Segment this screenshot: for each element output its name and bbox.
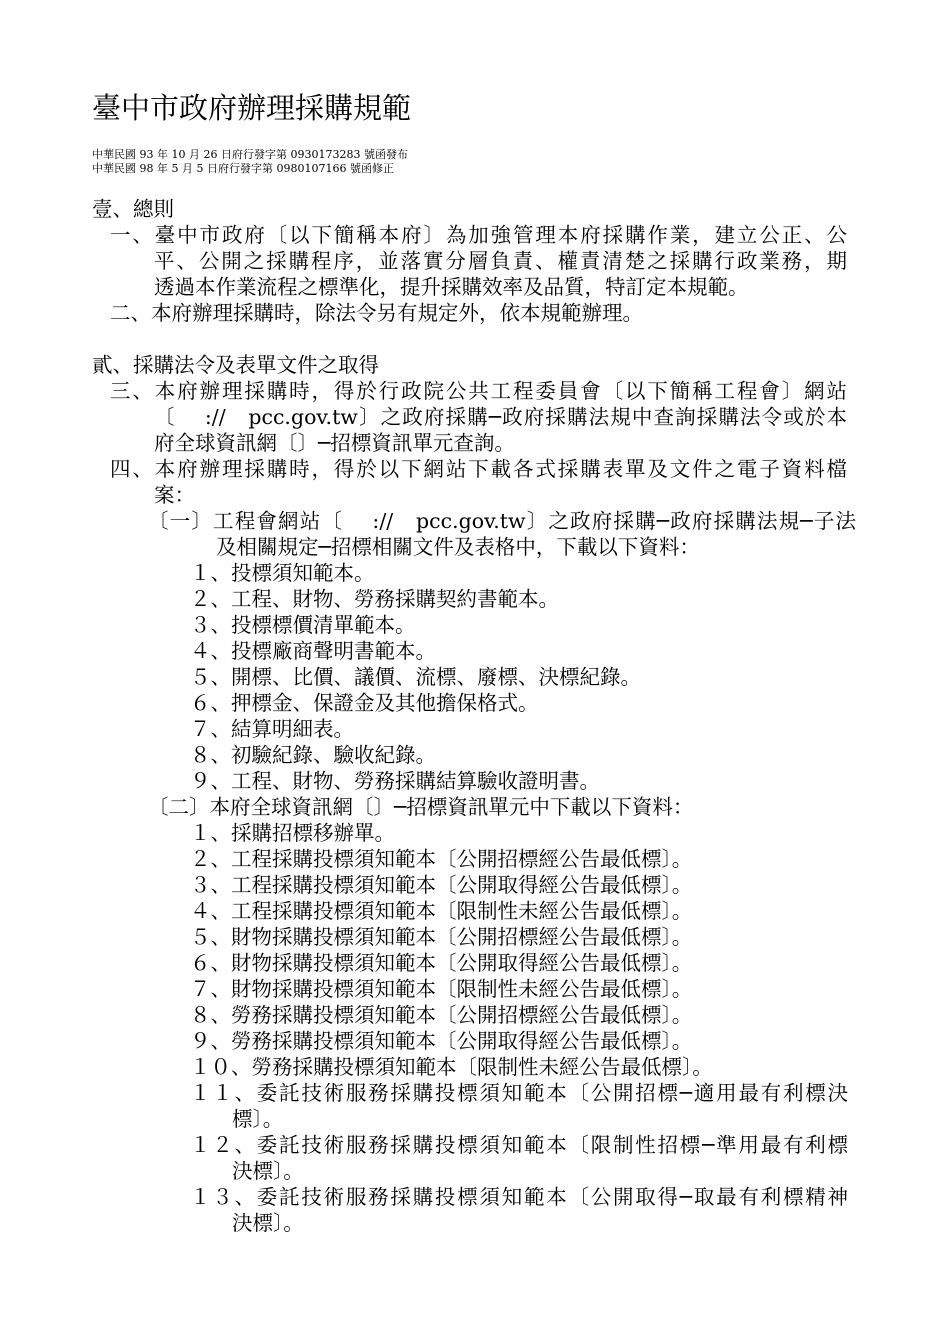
list-item: ５、財物採購投標須知範本〔公開招標經公告最低標〕。	[190, 925, 693, 949]
item-1-line-3: 透過本作業流程之標準化，提升採購效率及品質，特訂定本規範。	[154, 275, 749, 299]
item-3-line-1: 三、本府辦理採購時，得於行政院公共工程委員會〔以下簡稱工程會〕網站	[110, 379, 847, 403]
list-item: ３、工程採購投標須知範本〔公開取得經公告最低標〕。	[190, 873, 693, 897]
item-3-line-3: 府全球資訊網〔〕─招標資訊單元查詢。	[154, 431, 515, 455]
list-item-13-line-1: １３、委託技術服務採購投標須知範本〔公開取得─取最有利標精神	[190, 1185, 848, 1209]
publish-note: 中華民國 93 年 10 月 26 日府行發字第 0930173283 號函發布	[92, 148, 408, 161]
amend-note: 中華民國 98 年 5 月 5 日府行發字第 0980107166 號函修正	[92, 162, 394, 175]
document-title: 臺中市政府辦理採購規範	[92, 91, 412, 125]
list-item: ４、工程採購投標須知範本〔限制性未經公告最低標〕。	[190, 899, 693, 923]
sub-1-line-2: 及相關規定─招標相關文件及表格中，下載以下資料：	[216, 535, 700, 559]
section-heading-procurement-docs: 貳、採購法令及表單文件之取得	[92, 353, 379, 377]
list-item: ５、開標、比價、議價、流標、廢標、決標紀錄。	[190, 665, 641, 689]
list-item: ６、押標金、保證金及其他擔保格式。	[190, 691, 539, 715]
item-4-line-2: 案：	[154, 483, 195, 507]
list-item-12-line-2: 決標〕。	[232, 1159, 304, 1183]
item-1-line-1: 一、臺中市政府〔以下簡稱本府〕為加強管理本府採購作業，建立公正、公	[110, 223, 847, 247]
list-item-12-line-1: １２、委託技術服務採購投標須知範本〔限制性招標─準用最有利標	[190, 1133, 848, 1157]
list-item: ２、工程採購投標須知範本〔公開招標經公告最低標〕。	[190, 847, 693, 871]
list-item: ６、財物採購投標須知範本〔公開取得經公告最低標〕。	[190, 951, 693, 975]
item-2: 二、本府辦理採購時，除法令另有規定外，依本規範辦理。	[110, 301, 643, 325]
list-item: ８、勞務採購投標須知範本〔公開招標經公告最低標〕。	[190, 1003, 693, 1027]
item-4-line-1: 四、本府辦理採購時，得於以下網站下載各式採購表單及文件之電子資料檔	[110, 457, 847, 481]
list-item: ２、工程、財物、勞務採購契約書範本。	[190, 587, 559, 611]
list-item: ４、投標廠商聲明書範本。	[190, 639, 436, 663]
sub-2-line: 〔二〕本府全球資訊網〔〕─招標資訊單元中下載以下資料：	[148, 795, 694, 819]
section-heading-general: 壹、總則	[92, 197, 174, 221]
list-item: ８、初驗紀錄、驗收紀錄。	[190, 743, 436, 767]
sub-1-line-1: 〔一〕工程會網站〔 :// pcc.gov.tw〕之政府採購─政府採購法規─子法	[148, 509, 856, 533]
list-item: ９、工程、財物、勞務採購結算驗收證明書。	[190, 769, 600, 793]
list-item-11-line-1: １１、委託技術服務採購投標須知範本〔公開招標─適用最有利標決	[190, 1081, 848, 1105]
list-item-13-line-2: 決標〕。	[232, 1211, 304, 1235]
item-3-line-2: 〔 :// pcc.gov.tw〕之政府採購─政府採購法規中查詢採購法令或於本	[154, 405, 847, 429]
list-item: １、採購招標移辦單。	[190, 821, 395, 845]
list-item: ９、勞務採購投標須知範本〔公開取得經公告最低標〕。	[190, 1029, 693, 1053]
list-item: ３、投標標價清單範本。	[190, 613, 416, 637]
list-item: ７、結算明細表。	[190, 717, 354, 741]
list-item: ７、財物採購投標須知範本〔限制性未經公告最低標〕。	[190, 977, 693, 1001]
item-1-line-2: 平、公開之採購程序，並落實分層負責、權責清楚之採購行政業務，期	[154, 249, 847, 273]
list-item: １０、勞務採購投標須知範本〔限制性未經公告最低標〕。	[190, 1055, 713, 1079]
list-item-11-line-2: 標〕。	[232, 1107, 284, 1131]
list-item: １、投標須知範本。	[190, 561, 375, 585]
